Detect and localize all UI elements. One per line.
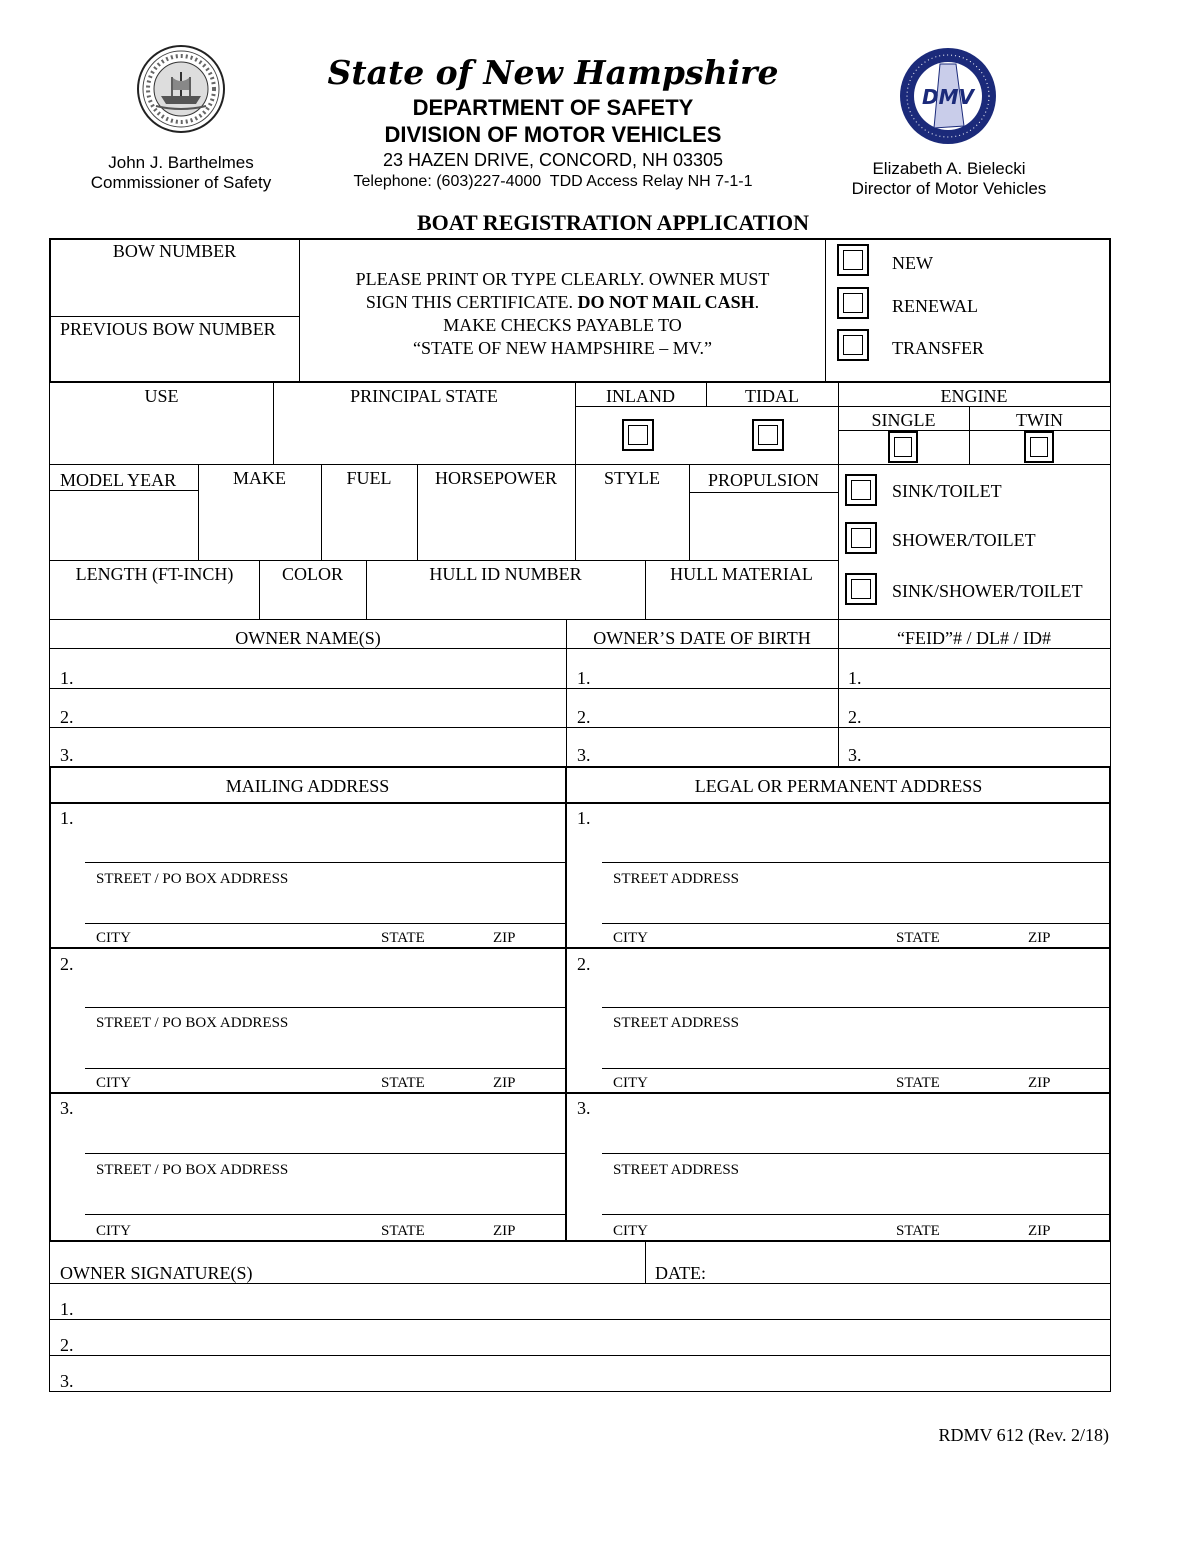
- mailing-zip-1[interactable]: ZIP: [493, 930, 516, 946]
- single-label: SINGLE: [871, 410, 936, 430]
- use-field[interactable]: [52, 408, 271, 462]
- twin-engine-checkbox[interactable]: [1024, 431, 1054, 463]
- form-title: BOAT REGISTRATION APPLICATION: [416, 210, 809, 235]
- mailing-state-1[interactable]: STATE: [381, 930, 425, 946]
- legal-address-3-number: 3.: [577, 1098, 591, 1118]
- style-label: STYLE: [604, 468, 660, 488]
- hull-material-field[interactable]: [647, 586, 836, 618]
- date-label: DATE:: [655, 1263, 706, 1283]
- mailing-zip-2[interactable]: ZIP: [493, 1075, 516, 1091]
- previous-bow-number-field[interactable]: [52, 342, 297, 380]
- style-field[interactable]: [577, 490, 687, 558]
- inland-label: INLAND: [606, 386, 675, 406]
- owner-id-row-1[interactable]: 1.: [848, 668, 862, 688]
- legal-zip-2[interactable]: ZIP: [1028, 1075, 1051, 1091]
- legal-address-header: LEGAL OR PERMANENT ADDRESS: [694, 776, 983, 796]
- owner-name-row-2[interactable]: 2.: [60, 707, 74, 727]
- make-label: MAKE: [233, 468, 286, 488]
- owner-signatures-label: OWNER SIGNATURE(S): [60, 1263, 253, 1283]
- legal-state-3[interactable]: STATE: [896, 1223, 940, 1239]
- mailing-address-header: MAILING ADDRESS: [225, 776, 390, 796]
- horsepower-field[interactable]: [419, 490, 573, 558]
- tidal-checkbox[interactable]: [752, 419, 784, 451]
- sink-toilet-label: SINK/TOILET: [892, 481, 1002, 501]
- mailing-city-1[interactable]: CITY: [96, 930, 131, 946]
- make-field[interactable]: [200, 490, 319, 558]
- mailing-street-1[interactable]: STREET / PO BOX ADDRESS: [96, 871, 289, 887]
- model-year-field[interactable]: [52, 492, 196, 558]
- director-name: Elizabeth A. Bielecki: [872, 159, 1026, 178]
- inland-checkbox[interactable]: [622, 419, 654, 451]
- owner-dob-header: OWNER’S DATE OF BIRTH: [593, 628, 811, 648]
- owner-id-row-3[interactable]: 3.: [848, 745, 862, 765]
- hull-id-label: HULL ID NUMBER: [429, 564, 582, 584]
- mailing-street-2[interactable]: STREET / PO BOX ADDRESS: [96, 1015, 289, 1031]
- fuel-field[interactable]: [323, 490, 415, 558]
- twin-label: TWIN: [1016, 410, 1063, 430]
- length-field[interactable]: [52, 586, 257, 618]
- shower-toilet-checkbox[interactable]: [845, 522, 877, 554]
- single-engine-checkbox[interactable]: [888, 431, 918, 463]
- renewal-label: RENEWAL: [892, 296, 978, 316]
- department-telephone: Telephone: (603)227-4000 TDD Access Relay NH 7-1-1: [353, 173, 753, 190]
- instructions: PLEASE PRINT OR TYPE CLEARLY. OWNER MUST SIGN THIS CERTIFICATE. DO NOT MAIL CASH. MAKE CHECKS PAYABLE TO “STATE OF NEW HAMPSHIRE – MV.”: [355, 269, 770, 358]
- renewal-checkbox[interactable]: [837, 287, 869, 319]
- commissioner-name: John J. Barthelmes: [108, 153, 254, 172]
- horsepower-label: HORSEPOWER: [434, 468, 557, 488]
- director-title: Director of Motor Vehicles: [851, 179, 1047, 198]
- department-name: DEPARTMENT OF SAFETY: [412, 95, 694, 120]
- sink-shower-toilet-label: SINK/SHOWER/TOILET: [892, 581, 1083, 601]
- owner-dob-row-1[interactable]: 1.: [577, 668, 591, 688]
- mailing-state-3[interactable]: STATE: [381, 1223, 425, 1239]
- legal-street-1[interactable]: STREET ADDRESS: [613, 871, 739, 887]
- propulsion-label: PROPULSION: [707, 470, 820, 490]
- length-label: LENGTH (FT-INCH): [75, 564, 234, 584]
- legal-city-1[interactable]: CITY: [613, 930, 648, 946]
- owner-name-row-3[interactable]: 3.: [60, 745, 74, 765]
- legal-city-3[interactable]: CITY: [613, 1223, 648, 1239]
- owner-dob-row-3[interactable]: 3.: [577, 745, 591, 765]
- mailing-zip-3[interactable]: ZIP: [493, 1223, 516, 1239]
- sink-toilet-checkbox[interactable]: [845, 474, 877, 506]
- mailing-state-2[interactable]: STATE: [381, 1075, 425, 1091]
- signature-row-2[interactable]: 2.: [60, 1335, 74, 1355]
- color-label: COLOR: [281, 564, 343, 584]
- legal-address-1-number: 1.: [577, 808, 591, 828]
- shower-toilet-label: SHOWER/TOILET: [892, 530, 1036, 550]
- sink-shower-toilet-checkbox[interactable]: [845, 573, 877, 605]
- hull-material-label: HULL MATERIAL: [670, 564, 813, 584]
- new-checkbox[interactable]: [837, 244, 869, 276]
- department-address: 23 HAZEN DRIVE, CONCORD, NH 03305: [382, 150, 724, 170]
- legal-zip-3[interactable]: ZIP: [1028, 1223, 1051, 1239]
- tidal-label: TIDAL: [745, 386, 799, 406]
- principal-state-field[interactable]: [276, 408, 573, 462]
- owner-id-header: “FEID”# / DL# / ID#: [897, 628, 1051, 648]
- principal-state-label: PRINCIPAL STATE: [350, 386, 498, 406]
- owner-names-header: OWNER NAME(S): [235, 628, 381, 648]
- legal-street-3[interactable]: STREET ADDRESS: [613, 1162, 739, 1178]
- legal-zip-1[interactable]: ZIP: [1028, 930, 1051, 946]
- signature-row-3[interactable]: 3.: [60, 1371, 74, 1391]
- state-title: State of New Hampshire: [327, 53, 779, 92]
- legal-state-2[interactable]: STATE: [896, 1075, 940, 1091]
- fuel-label: FUEL: [346, 468, 392, 488]
- legal-state-1[interactable]: STATE: [896, 930, 940, 946]
- engine-label: ENGINE: [940, 386, 1008, 406]
- mailing-address-1-number: 1.: [60, 808, 74, 828]
- dmv-logo-icon: [898, 46, 998, 146]
- signature-row-1[interactable]: 1.: [60, 1299, 74, 1319]
- form-number: RDMV 612 (Rev. 2/18): [938, 1425, 1109, 1445]
- owner-name-row-1[interactable]: 1.: [60, 668, 74, 688]
- color-field[interactable]: [261, 586, 364, 618]
- transfer-label: TRANSFER: [892, 338, 985, 358]
- legal-street-2[interactable]: STREET ADDRESS: [613, 1015, 739, 1031]
- division-name: DIVISION OF MOTOR VEHICLES: [384, 122, 722, 147]
- new-label: NEW: [892, 253, 933, 273]
- use-label: USE: [144, 386, 179, 406]
- owner-dob-row-2[interactable]: 2.: [577, 707, 591, 727]
- previous-bow-number-label: PREVIOUS BOW NUMBER: [60, 319, 276, 339]
- legal-address-2-number: 2.: [577, 954, 591, 974]
- state-seal-icon: [136, 44, 226, 134]
- bow-number-label: BOW NUMBER: [112, 241, 237, 261]
- mailing-address-3-number: 3.: [60, 1098, 74, 1118]
- owner-id-row-2[interactable]: 2.: [848, 707, 862, 727]
- mailing-street-3[interactable]: STREET / PO BOX ADDRESS: [96, 1162, 289, 1178]
- dmv-logo-text: DMV: [922, 85, 974, 109]
- transfer-checkbox[interactable]: [837, 329, 869, 361]
- hull-id-field[interactable]: [368, 586, 643, 618]
- mailing-address-2-number: 2.: [60, 954, 74, 974]
- propulsion-field[interactable]: [691, 494, 836, 558]
- mailing-city-2[interactable]: CITY: [96, 1075, 131, 1091]
- commissioner-title: Commissioner of Safety: [90, 173, 272, 192]
- model-year-label: MODEL YEAR: [60, 470, 177, 490]
- legal-city-2[interactable]: CITY: [613, 1075, 648, 1091]
- mailing-city-3[interactable]: CITY: [96, 1223, 131, 1239]
- bow-number-field[interactable]: [52, 262, 297, 314]
